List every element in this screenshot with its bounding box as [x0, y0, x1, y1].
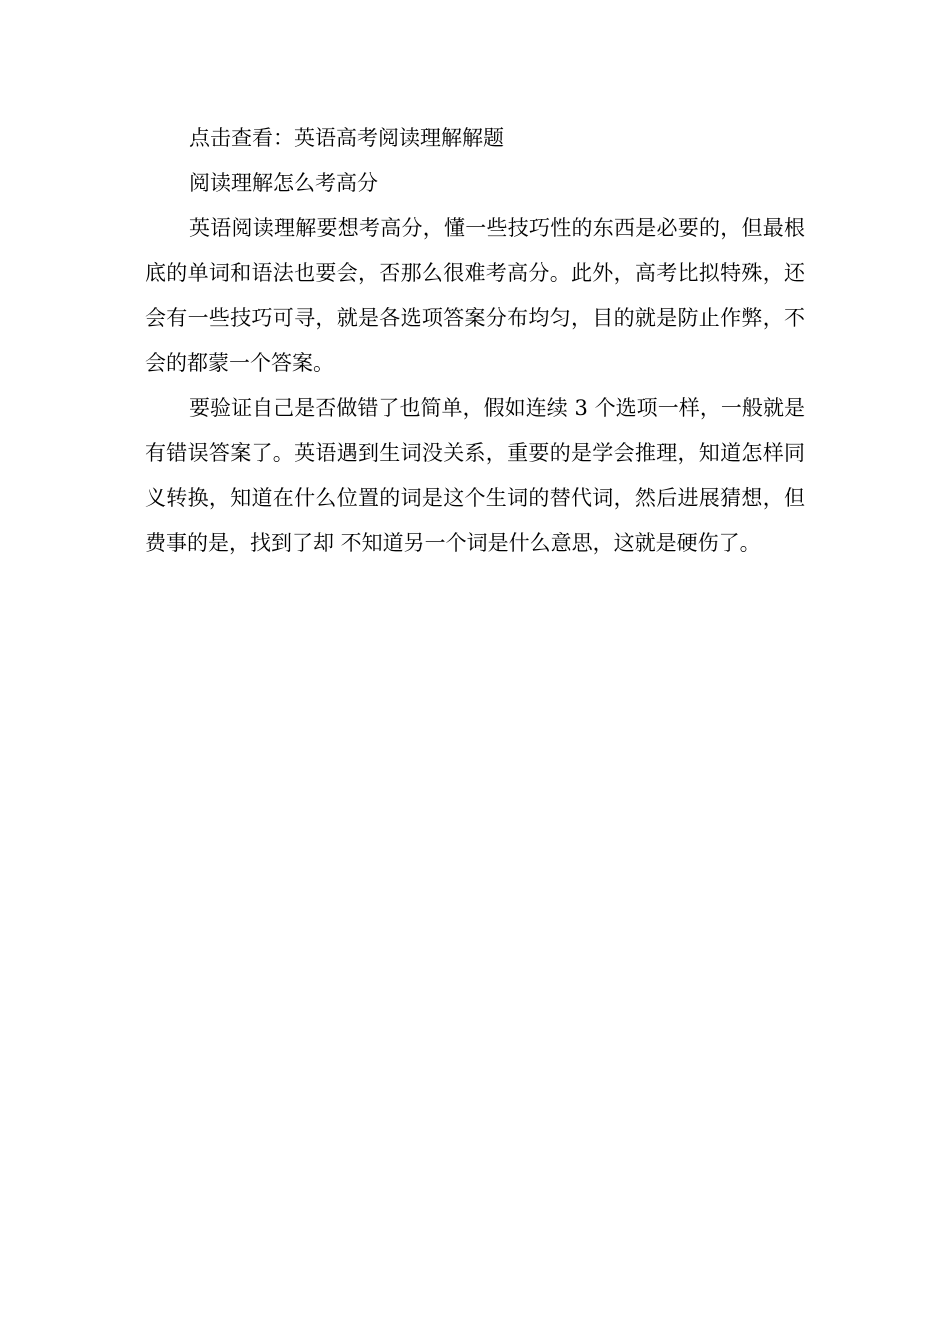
document-body: [145, 116, 805, 566]
paragraph-2: 要验证自己是否做错了也简单，假如连续 3 个选项一样，一般就是有错误答案了。英语遇到生词没关系，重要的是学会推理，知道怎样同义转换，知道在什么位置的词是这个生词的替代词，然后进展猜想，但费事的是，找到了却 不知道另一个词是什么意思，这就是硬伤了。: [145, 396, 805, 555]
paragraph-1: 英语阅读理解要想考高分，懂一些技巧性的东西是必要的，但最根底的单词和语法也要会，否那么很难考高分。此外，高考比拟特殊，还会有一些技巧可寻，就是各选项答案分布均匀，目的就是防止作弊，不会的都蒙一个答案。: [145, 216, 805, 375]
reference-link-line[interactable]: 点击查看：英语高考阅读理解解题: [189, 126, 504, 150]
section-heading: 阅读理解怎么考高分: [189, 171, 378, 195]
